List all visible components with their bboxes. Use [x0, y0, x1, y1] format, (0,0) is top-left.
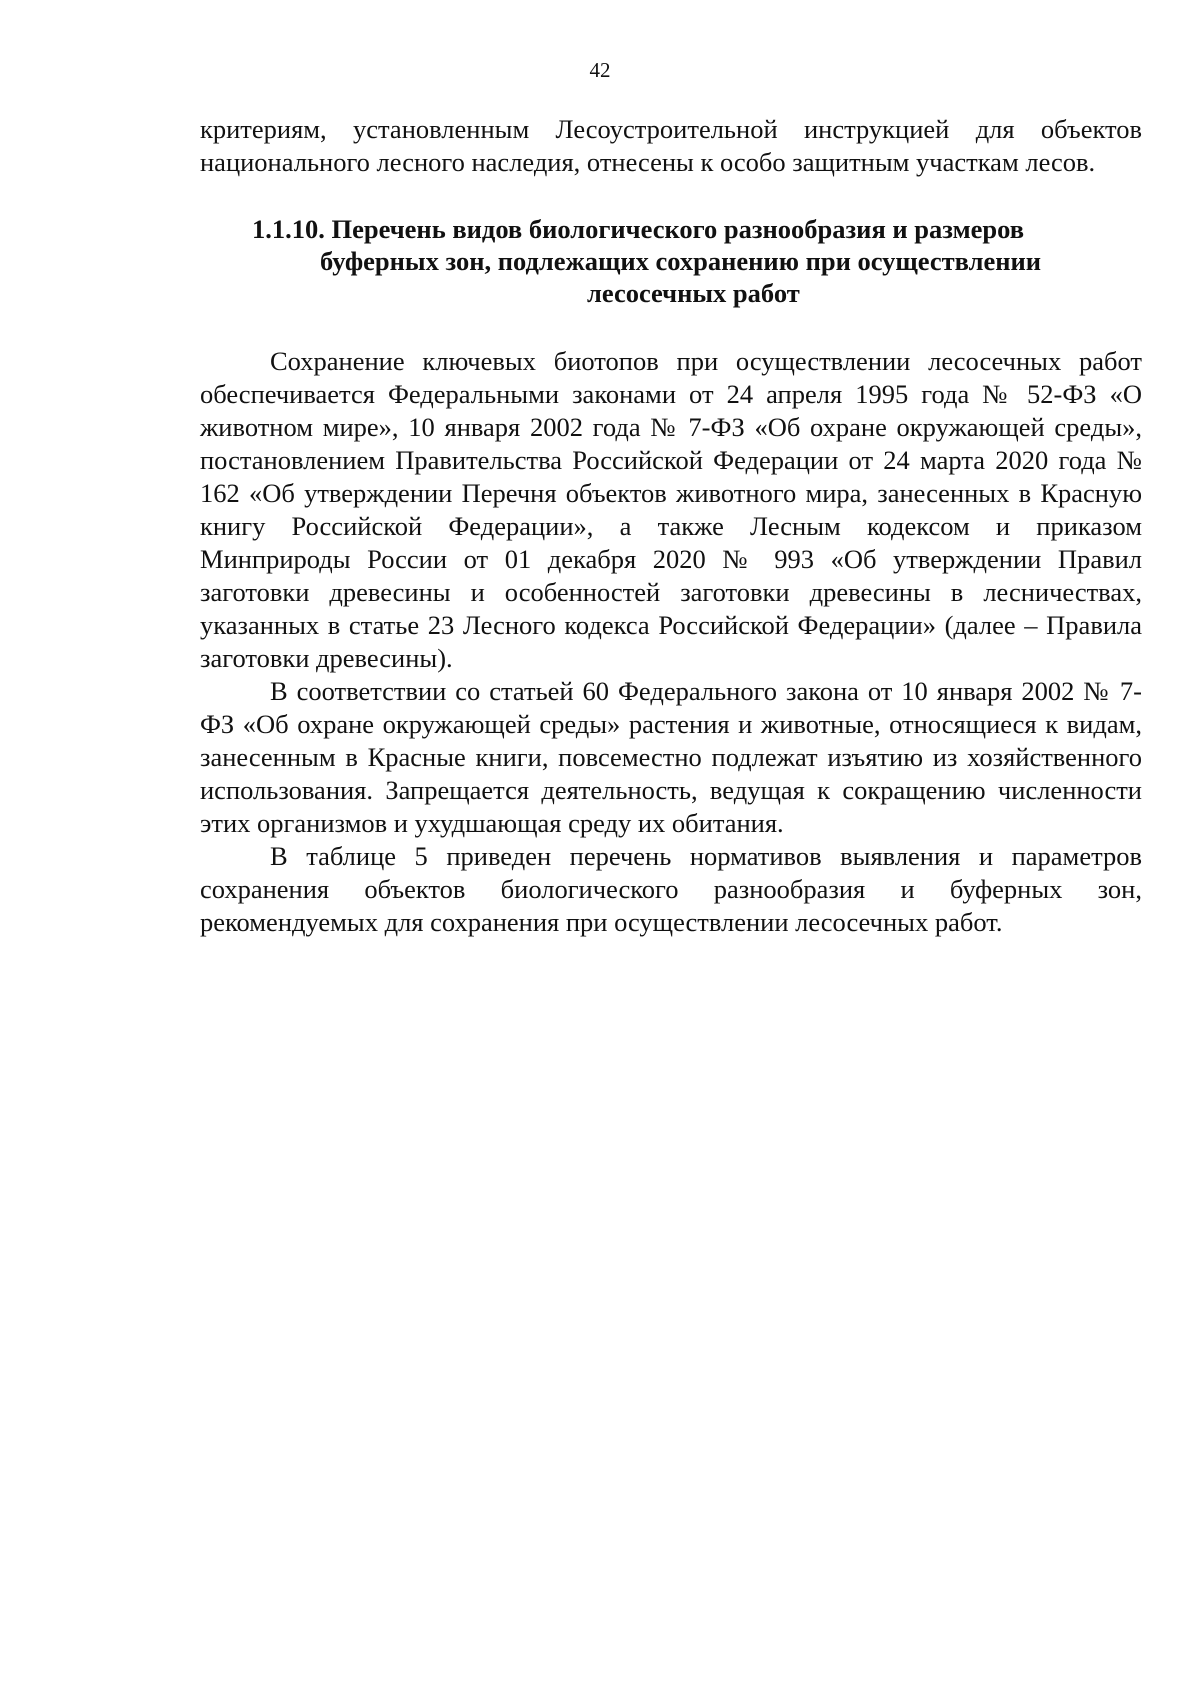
- section-heading-line-2: буферных зон, подлежащих сохранению при осуществлении: [320, 246, 1042, 276]
- section-heading-line-3: лесосечных работ: [587, 278, 800, 308]
- section-heading: [232, 213, 1112, 309]
- body-paragraph-2: В соответствии со статьей 60 Федерального закона от 10 января 2002 № 7-ФЗ «Об охране окружающей среды» растения и животные, относящиеся к видам, занесенным в Красные книги, повсеместно подлежат изъятию из хозяйственного использования. Запрещается деятельность, ведущая к сокращению численности этих организмов и ухудшающая среду их обитания.: [200, 676, 1142, 838]
- body-paragraph-3: В таблице 5 приведен перечень нормативов выявления и параметров сохранения объектов биологического разнообразия и буферных зон, рекомендуемых для сохранения при осуществлении лесосечных работ.: [200, 841, 1142, 937]
- section-body: [200, 345, 1142, 939]
- body-paragraph-1: Сохранение ключевых биотопов при осуществлении лесосечных работ обеспечивается Федеральными законами от 24 апреля 1995 года № 52-ФЗ «О животном мире», 10 января 2002 года № 7-ФЗ «Об охране окружающей среды», постановлением Правительства Российской Федерации от 24 марта 2020 года № 162 «Об утверждении Перечня объектов животного мира, занесенных в Красную книгу Российской Федерации», а также Лесным кодексом и приказом Минприроды России от 01 декабря 2020 № 993 «Об утверждении Правил заготовки древесины и особенностей заготовки древесины в лесничествах, указанных в статье 23 Лесного кодекса Российской Федерации» (далее – Правила заготовки древесины).: [200, 346, 1142, 673]
- section-heading-line-1: 1.1.10. Перечень видов биологического разнообразия и размеров: [252, 214, 1025, 244]
- intro-paragraph: критериям, установленным Лесоустроительной инструкцией для объектов национального лесного наследия, отнесены к особо защитным участкам лесов.: [200, 114, 1142, 177]
- page-number: 42: [589, 58, 611, 82]
